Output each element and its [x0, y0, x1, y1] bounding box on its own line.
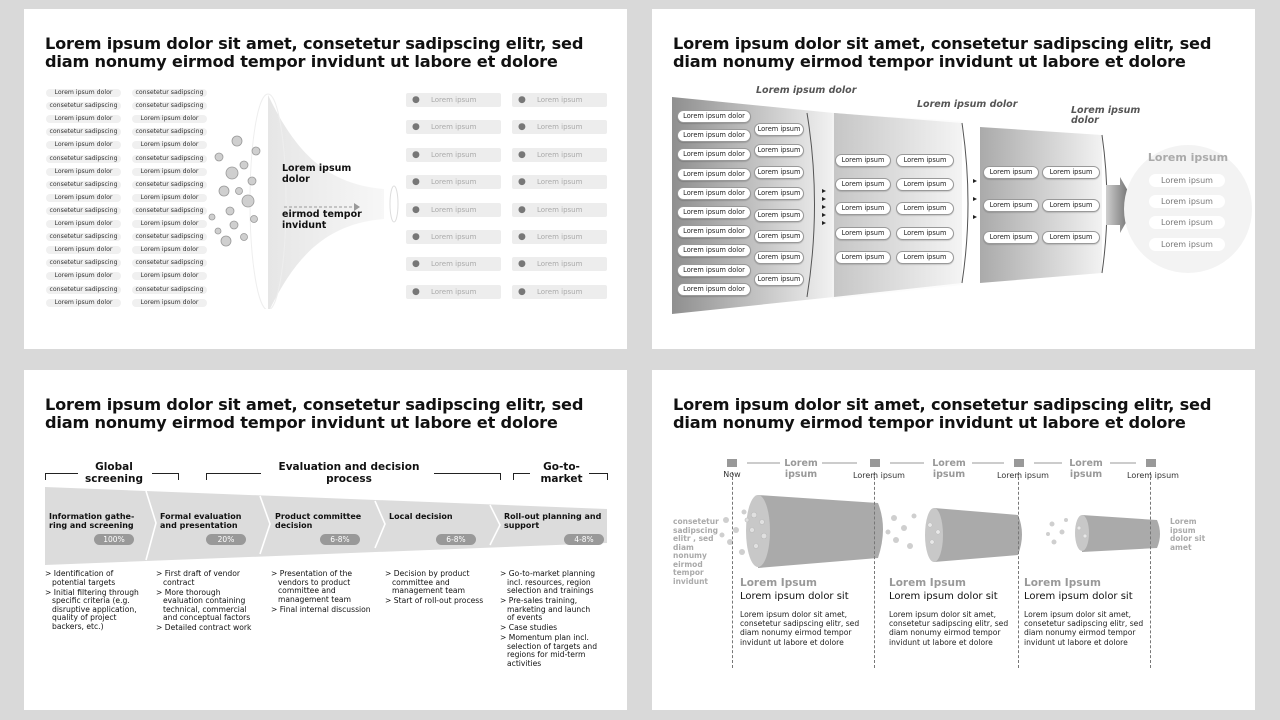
keyword-pill: Lorem ipsum dolor	[132, 246, 207, 254]
rower-icon: ●	[518, 177, 526, 188]
bullet-marker: >	[45, 587, 54, 597]
step-title: Product committee decision	[275, 512, 362, 530]
step-title: Information gathe-ring and screening	[49, 512, 135, 530]
slide-title: Lorem ipsum dolor sit amet, consetetur sadipscing elitr, sed diam nonumy eirmod tempor invidunt ut labore et dolore	[45, 395, 584, 432]
bullet-marker: >	[45, 569, 54, 578]
stage3-pill: Lorem ipsum	[1042, 231, 1100, 244]
sport-card[interactable]	[406, 203, 501, 217]
bullet-item	[385, 570, 489, 596]
keyword-pill: consetetur sadipscing	[46, 286, 121, 294]
stage3-pill: Lorem ipsum	[983, 231, 1039, 244]
step-title: Formal evaluation and presentation	[160, 512, 242, 530]
funnel-graphic	[204, 89, 419, 309]
sport-card-label: Lorem ipsum	[431, 233, 477, 241]
keyword-pill: Lorem ipsum dolor	[46, 299, 121, 307]
keyword-pill: consetetur sadipscing	[132, 181, 207, 189]
sport-card[interactable]	[512, 285, 607, 299]
sport-card[interactable]	[406, 285, 501, 299]
column-body: Lorem ipsum dolor sit amet, consetetur sadipscing elitr, sed diam nonumy eirmod tempor invidunt ut labore et dolore	[1024, 610, 1144, 647]
keyword-pill: Lorem ipsum dolor	[132, 168, 207, 176]
sport-card-label: Lorem ipsum	[431, 123, 477, 132]
keyword-pill: Lorem ipsum dolor	[46, 115, 121, 123]
jumper-icon: ●	[518, 232, 526, 242]
keyword-pill: consetetur sadipscing	[46, 233, 121, 241]
stage2-pill: Lorem ipsum	[896, 202, 954, 215]
step-percent-badge: 4-8%	[564, 534, 604, 545]
bullet-text: First draft of vendor contract	[163, 569, 241, 587]
column-subheading: Lorem ipsum dolor sit	[740, 591, 849, 602]
stage1-pill: Lorem ipsum dolor	[677, 206, 751, 219]
keyword-pill: Lorem ipsum dolor	[46, 272, 121, 280]
result-item: Lorem ipsum	[1149, 174, 1225, 187]
step-title: Local decision	[389, 512, 453, 521]
keyword-pill: Lorem ipsum dolor	[46, 194, 121, 202]
step-percent-badge: 100%	[94, 534, 134, 545]
bullet-item	[271, 606, 375, 615]
stage3-pill: Lorem ipsum	[983, 166, 1039, 179]
dancer-icon: ●	[518, 204, 526, 215]
keyword-pill: consetetur sadipscing	[46, 128, 121, 136]
stage1-pill: Lorem ipsum dolor	[677, 187, 751, 200]
timeline-head-2: Lorem ipsum	[932, 458, 966, 480]
keyword-pill: consetetur sadipscing	[46, 181, 121, 189]
stage1-pill: Lorem ipsum	[754, 251, 804, 264]
bullet-text: Momentum plan incl. selection of targets and regions for mid-term activities	[507, 633, 598, 668]
keyword-pill: Lorem ipsum dolor	[132, 115, 207, 123]
bullet-item	[156, 624, 260, 633]
sport-card-label: Lorem ipsum	[431, 96, 477, 104]
bullet-text: Case studies	[508, 623, 558, 632]
result-item: Lorem ipsum	[1149, 216, 1225, 229]
timeline-head-1: Lorem ipsum	[784, 458, 818, 480]
sport-card-label: Lorem ipsum	[537, 123, 583, 132]
stage2-pill: Lorem ipsum	[835, 251, 891, 264]
sport-card[interactable]	[406, 230, 501, 244]
stage1-pill: Lorem ipsum dolor	[677, 110, 751, 123]
sport-card[interactable]	[406, 175, 501, 189]
stage2-pill: Lorem ipsum	[896, 178, 954, 191]
keyword-pill: Lorem ipsum dolor	[132, 194, 207, 202]
keyword-pill: consetetur sadipscing	[132, 233, 207, 241]
bullet-marker: >	[500, 623, 509, 632]
slide-process-funnel[interactable]	[24, 370, 627, 710]
timeline-head-3: Lorem ipsum	[1069, 458, 1103, 480]
stage1-pill: Lorem ipsum dolor	[677, 225, 751, 238]
stage2-pill: Lorem ipsum	[896, 227, 954, 240]
sport-card[interactable]	[512, 203, 607, 217]
keyword-pill: Lorem ipsum dolor	[46, 246, 121, 254]
kicker-icon: ●	[518, 149, 526, 160]
keyword-pill: Lorem ipsum dolor	[46, 168, 121, 176]
keyword-pill: consetetur sadipscing	[46, 155, 121, 163]
step-bullets	[156, 570, 260, 634]
sprinter-icon: ●	[412, 232, 420, 242]
bullet-marker: >	[500, 569, 509, 578]
column-body: Lorem ipsum dolor sit amet, consetetur sadipscing elitr, sed diam nonumy eirmod tempor invidunt ut labore et dolore	[740, 610, 860, 647]
martial-arts-icon: ●	[518, 122, 526, 133]
stage1-pill: Lorem ipsum dolor	[677, 244, 751, 257]
stage1-pill: Lorem ipsum	[754, 166, 804, 179]
slide-funnel-sports[interactable]	[24, 9, 627, 349]
sport-card[interactable]	[512, 120, 607, 134]
stage3-pill: Lorem ipsum	[1042, 166, 1100, 179]
stage2-pill: Lorem ipsum	[896, 154, 954, 167]
keyword-pill: consetetur sadipscing	[132, 155, 207, 163]
sport-card-label: Lorem ipsum	[537, 287, 583, 296]
bullet-text: Pre-sales training, marketing and launch of events	[507, 596, 591, 622]
stage1-pill: Lorem ipsum	[754, 123, 804, 136]
bullet-marker: >	[385, 569, 394, 578]
sport-card-label: Lorem ipsum	[537, 260, 583, 269]
bullet-item	[500, 570, 598, 596]
slide-cylinder-timeline[interactable]	[652, 370, 1255, 710]
sport-card-label: Lorem ipsum	[431, 287, 477, 296]
keyword-pill: consetetur sadipscing	[46, 259, 121, 267]
gymnast-icon: ●	[412, 259, 420, 270]
column-heading: Lorem Ipsum	[1024, 577, 1101, 589]
keyword-pill: Lorem ipsum dolor	[46, 220, 121, 228]
funnel-label-2: eirmod tempor invidunt	[282, 209, 362, 231]
stage1-pill: Lorem ipsum	[754, 273, 804, 286]
timeline-now: Now	[723, 470, 741, 479]
keyword-pill: Lorem ipsum dolor	[132, 141, 207, 149]
bullet-item	[500, 597, 598, 623]
result-title: Lorem ipsum	[1147, 151, 1229, 164]
stage1-pill: Lorem ipsum dolor	[677, 283, 751, 296]
boxer-icon: ●	[412, 177, 420, 188]
bullet-item	[385, 597, 489, 606]
fencer-icon: ●	[518, 259, 526, 270]
sport-card-label: Lorem ipsum	[537, 233, 583, 241]
bullet-marker: >	[156, 623, 165, 632]
keyword-pill: consetetur sadipscing	[132, 286, 207, 294]
left-side-text: consetetur sadipscing elitr , sed diam nonumy eirmod tempor invidunt	[673, 517, 719, 586]
sport-card[interactable]	[512, 257, 607, 271]
runner-icon: ●	[412, 149, 420, 160]
timeline-label-2: Lorem ipsum	[997, 471, 1049, 480]
bullet-item	[500, 634, 598, 668]
bullet-marker: >	[500, 596, 509, 605]
bullet-marker: >	[156, 587, 165, 597]
sport-card-label: Lorem ipsum	[431, 205, 477, 214]
sport-card[interactable]	[406, 120, 501, 134]
keyword-pill: consetetur sadipscing	[132, 207, 207, 215]
sport-card[interactable]	[406, 257, 501, 271]
sport-card-label: Lorem ipsum	[537, 96, 583, 104]
stage1-pill: Lorem ipsum dolor	[677, 264, 751, 277]
keyword-pill: consetetur sadipscing	[132, 259, 207, 267]
bullet-marker: >	[271, 604, 280, 614]
phase-label-global-screening: Global screening	[85, 461, 143, 485]
timeline-label-1: Lorem ipsum	[853, 471, 905, 480]
right-side-text: Lorem ipsum dolor sit amet	[1170, 517, 1206, 552]
bullet-marker: >	[385, 596, 394, 605]
bullet-marker: >	[156, 569, 165, 578]
step-bullets	[271, 570, 375, 616]
keyword-pill: Lorem ipsum dolor	[46, 141, 121, 149]
bullet-item	[500, 624, 598, 633]
funnel-shape	[268, 95, 384, 309]
slide-title: Lorem ipsum dolor sit amet, consetetur sadipscing elitr, sed diam nonumy eirmod tempor invidunt ut labore et dolore	[673, 34, 1212, 71]
sport-card[interactable]	[512, 93, 607, 107]
keyword-pill: Lorem ipsum dolor	[132, 299, 207, 307]
column-heading: Lorem Ipsum	[740, 577, 817, 589]
bullet-marker: >	[271, 569, 280, 578]
stage2-pill: Lorem ipsum	[835, 202, 891, 215]
bullet-text: Detailed contract work	[164, 623, 252, 632]
stage2-pill: Lorem ipsum	[835, 178, 891, 191]
step-bullets	[500, 570, 598, 670]
stage1-pill: Lorem ipsum dolor	[677, 129, 751, 142]
stage1-pill: Lorem ipsum	[754, 144, 804, 157]
bullet-item	[156, 589, 260, 623]
bullet-text: Initial filtering through specific criteria (e.g. disruptive application, quality of project backers, etc.)	[52, 587, 139, 631]
keyword-pill: consetetur sadipscing	[46, 102, 121, 110]
keyword-pill: Lorem ipsum dolor	[132, 220, 207, 228]
bullet-text: Go-to-market planning incl. resources, region selection and trainings	[507, 569, 596, 595]
column-heading: Lorem Ipsum	[889, 577, 966, 589]
archer-icon: ●	[412, 286, 420, 297]
bullet-text: Decision by product committee and management team	[392, 569, 470, 595]
stage2-pill: Lorem ipsum	[835, 154, 891, 167]
sport-card-label: Lorem ipsum	[431, 150, 477, 159]
column-subheading: Lorem ipsum dolor sit	[889, 591, 998, 602]
funnel-label-1: Lorem ipsum dolor	[282, 163, 352, 185]
sport-card-label: Lorem ipsum	[431, 178, 477, 187]
stage1-pill: Lorem ipsum	[754, 230, 804, 243]
result-item: Lorem ipsum	[1149, 238, 1225, 251]
slide-title: Lorem ipsum dolor sit amet, consetetur sadipscing elitr, sed diam nonumy eirmod tempor invidunt ut labore et dolore	[45, 34, 584, 71]
phase-label-go-to-market: Go-to-market	[540, 461, 583, 485]
sport-card[interactable]	[406, 93, 501, 107]
column-body: Lorem ipsum dolor sit amet, consetetur sadipscing elitr, sed diam nonumy eirmod tempor invidunt ut labore et dolore	[889, 610, 1009, 647]
column-subheading: Lorem ipsum dolor sit	[1024, 591, 1133, 602]
cyclist-icon: ●	[412, 122, 420, 133]
timeline-label-3: Lorem ipsum	[1127, 471, 1179, 480]
stage-head-2: Lorem ipsum dolor	[917, 99, 1018, 110]
step-bullets	[385, 570, 489, 607]
sport-card-label: Lorem ipsum	[537, 205, 583, 214]
bullet-text: Start of roll-out process	[393, 596, 484, 605]
bullet-item	[156, 570, 260, 587]
stage2-pill: Lorem ipsum	[835, 227, 891, 240]
stage1-pill: Lorem ipsum	[754, 209, 804, 222]
phase-label-evaluation: Evaluation and decision process	[278, 461, 420, 485]
bullet-marker: >	[500, 633, 509, 642]
stage2-pill: Lorem ipsum	[896, 251, 954, 264]
bullet-item	[45, 589, 149, 632]
bullet-text: More thorough evaluation containing technical, commercial and conceptual factors	[163, 587, 251, 622]
skier-icon: ●	[412, 95, 420, 105]
skater-icon: ●	[412, 204, 420, 215]
keyword-pill: consetetur sadipscing	[132, 102, 207, 110]
sport-card[interactable]	[512, 230, 607, 244]
sport-card-label: Lorem ipsum	[537, 150, 583, 159]
stage3-pill: Lorem ipsum	[983, 199, 1039, 212]
keyword-pill: Lorem ipsum dolor	[46, 89, 121, 97]
keyword-pill: consetetur sadipscing	[132, 89, 207, 97]
bullet-item	[271, 570, 375, 604]
timeline-graphic	[652, 370, 1255, 710]
keyword-pill: consetetur sadipscing	[46, 207, 121, 215]
stage1-pill: Lorem ipsum dolor	[677, 148, 751, 161]
step-title: Roll-out planning and support	[504, 512, 602, 530]
sport-card[interactable]	[512, 148, 607, 162]
stage-head-1: Lorem ipsum dolor	[756, 85, 857, 96]
sport-card-label: Lorem ipsum	[537, 178, 583, 187]
goalkeeper-icon: ●	[518, 286, 526, 297]
step-percent-badge: 6-8%	[436, 534, 476, 545]
swimmer-icon: ●	[518, 95, 526, 105]
step-bullets	[45, 570, 149, 633]
keyword-pill: consetetur sadipscing	[132, 128, 207, 136]
bullet-text: Final internal discussion	[279, 604, 371, 614]
sport-card-label: Lorem ipsum	[431, 260, 477, 269]
stage1-pill: Lorem ipsum	[754, 187, 804, 200]
bullet-item	[45, 570, 149, 587]
slide-title: Lorem ipsum dolor sit amet, consetetur sadipscing elitr, sed diam nonumy eirmod tempor invidunt ut labore et dolore	[673, 395, 1212, 432]
keyword-pill: Lorem ipsum dolor	[132, 272, 207, 280]
result-item: Lorem ipsum	[1149, 195, 1225, 208]
stage-head-3: Lorem ipsum dolor	[1071, 105, 1141, 126]
stage1-pill: Lorem ipsum dolor	[677, 168, 751, 181]
sport-card[interactable]	[406, 148, 501, 162]
step-percent-badge: 20%	[206, 534, 246, 545]
bullet-text: Identification of potential targets	[52, 569, 116, 587]
bullet-text: Presentation of the vendors to product committee and management team	[278, 569, 353, 604]
slide-stage-funnel[interactable]	[652, 9, 1255, 349]
sport-card[interactable]	[512, 175, 607, 189]
stage3-pill: Lorem ipsum	[1042, 199, 1100, 212]
step-percent-badge: 6-8%	[320, 534, 360, 545]
